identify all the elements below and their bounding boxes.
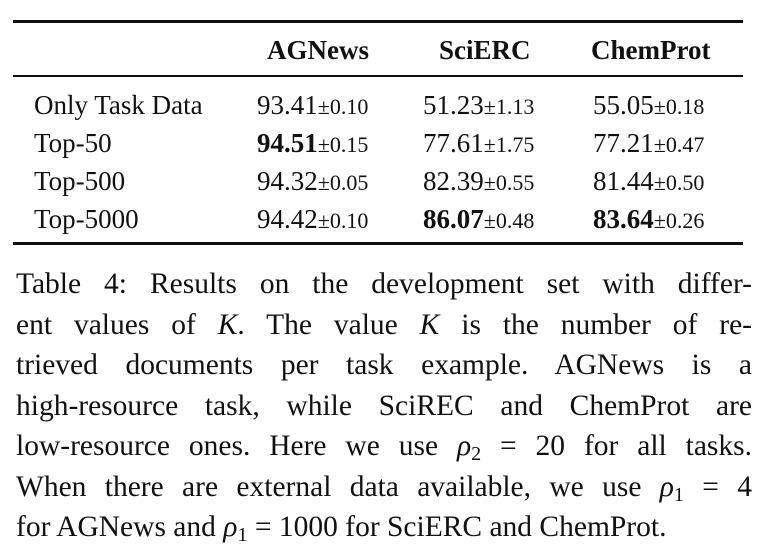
table-cell [593,124,704,164]
cell-value: 94.51 [257,128,318,158]
cell-std: ±0.10 [317,208,369,233]
row-label: Only Task Data [34,90,203,120]
caption-line: When there are external data available, we use $\rho_1 = 4$ [16,470,753,506]
cell-value: 86.07 [423,204,484,234]
table-row [13,86,743,124]
cell-std: ±0.18 [653,94,705,119]
column-header-agnews: AGNews [267,35,369,65]
cell-value: 77.21 [593,128,654,158]
column-header-scierc: SciERC [439,35,531,65]
table-cell [593,162,704,202]
table-cell [423,162,534,202]
cell-value: 77.61 [423,128,484,158]
cell-std: ±1.13 [483,94,535,119]
caption-line: Table 4: Results on the development set with differ- [16,268,752,300]
table-row [13,162,743,200]
cell-std: ±0.48 [483,208,535,233]
caption-line: ent values of K. The value K is the number of re- [16,308,752,341]
cell-value: 82.39 [423,166,484,196]
table-cell [257,162,368,202]
cell-std: ±0.55 [483,170,535,195]
table-cell [423,200,534,240]
table-row [13,200,743,238]
cell-std: ±0.47 [653,132,705,157]
table-cell [257,86,368,126]
row-label: Top-500 [34,166,126,196]
cell-value: 51.23 [423,90,484,120]
cell-value: 83.64 [593,204,654,234]
table-caption [16,264,752,548]
table-cell [593,86,704,126]
cell-std: ±0.26 [653,208,705,233]
table-cell [257,124,368,164]
row-label: Top-50 [34,128,112,158]
cell-value: 94.42 [257,204,318,234]
cell-value: 55.05 [593,90,654,120]
cell-value: 93.41 [257,90,318,120]
caption-line: for AGNews and $\rho_1 = 1000$ for SciERC and ChemProt. [16,511,667,546]
table-cell [593,200,704,240]
table-row [13,124,743,162]
cell-std: ±0.15 [317,132,369,157]
table-bottom-rule [13,242,743,245]
table-header-rule [13,75,743,77]
cell-std: ±0.10 [317,94,369,119]
cell-std: ±0.05 [317,170,369,195]
cell-value: 81.44 [593,166,654,196]
cell-std: ±1.75 [483,132,535,157]
table-cell [257,200,368,240]
caption-line: trieved documents per task example. AGNews is a [16,349,752,381]
row-label: Top-5000 [34,204,139,234]
cell-value: 94.32 [257,166,318,196]
caption-line: low-resource ones. Here we use $\rho_2 = 20$ for all tasks. [16,430,752,465]
table-cell [423,86,534,126]
table-top-rule [13,20,743,23]
cell-std: ±0.50 [653,170,705,195]
column-header-chemprot: ChemProt [591,35,711,65]
table-cell [423,124,534,164]
caption-line: high-resource task, while SciREC and ChemProt are [16,389,752,422]
